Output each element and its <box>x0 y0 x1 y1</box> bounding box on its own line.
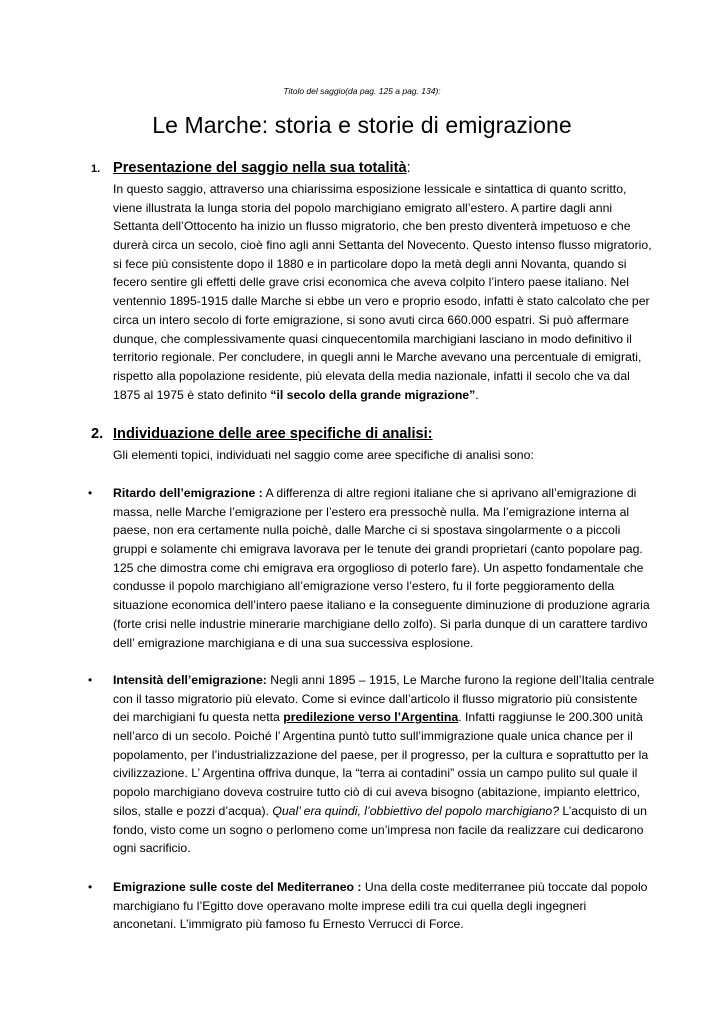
body-line: territorio regionale. Per concludere, in quegli anni le Marche avevano una percentuale di emigrati, <box>113 350 642 365</box>
body-line: paese, non era certamente nulla poichè, dalle Marche ci si spostava singolarmente o a piccoli <box>113 523 621 538</box>
bullet2-body <box>113 671 661 858</box>
body-line: rispetto alla popolazione residente, più elevata della media nazionale, infatti il secolo che va dal <box>113 368 630 383</box>
body-line-last <box>113 386 661 405</box>
body-line <box>113 802 661 821</box>
body-line: 125 che dimostra come chi emigrava era orgoglioso di poterlo fare). Un aspetto fondamentale che <box>113 560 644 575</box>
body-line: anconetani. L’immigrato più famoso fu Ernesto Verrucci di Force. <box>113 917 464 932</box>
bullet1-body <box>113 484 661 652</box>
body-line: durerà circa un secolo, cioè fino agli anni Settanta del Novecento. Questo intenso flusso migratorio, <box>113 238 652 253</box>
argentina-emphasis: predilezione verso l’Argentina <box>283 710 459 725</box>
bullet-dot: • <box>88 880 93 894</box>
body-line: con il tasso migratorio più elevato. Come si evince dall’articolo il flusso migratorio più consistente <box>113 691 638 706</box>
body-line: ogni sacrificio. <box>113 841 191 856</box>
body-line: civilizzazione. L’ Argentina offriva dunque, la “terra ai contadini” ossia un campo pulito sul quale il <box>113 766 638 781</box>
text-run: Una della coste mediterranee più toccate dal popolo <box>361 880 648 894</box>
text-run: . Infatti raggiunse le 200.300 unità <box>458 710 643 725</box>
body-line <box>113 878 661 897</box>
text-run: silos, stalle e pozzi d’acqua). <box>113 803 273 818</box>
text-run: 1875 al 1975 è stato definito <box>113 387 271 402</box>
body-line: (forte crisi nelle industrie minerarie marchigiane dello zolfo). Si parla dunque di un carattere tardivo <box>113 616 648 631</box>
body-line <box>113 671 661 690</box>
body-line: ventennio 1895-1915 dalle Marche si ebbe un vero e proprio esodo, infatti è stato calcolato che per <box>113 294 650 309</box>
text-run: Negli anni 1895 – 1915, Le Marche furono la regione dell’Italia centrale <box>266 673 655 687</box>
body-line: marchigiano fu l’Egitto dove operavano molte imprese edili tra cui quella degli ingegneri <box>113 898 587 913</box>
body-line: situazione economica dell’intero paese italiano e la conseguente diminuzione di produzione agraria <box>113 598 650 613</box>
body-line: dunque, che complessivamente quasi cinquecentomila marchigiani lasciano in modo definitivo il <box>113 331 632 346</box>
body-line: Gli elementi topici, individuati nel saggio come aree specifiche di analisi sono: <box>113 448 534 462</box>
text-run: dei marchigiani fu questa netta <box>113 710 284 725</box>
body-line: nell’arco di un secolo. Poiché l’ Argentina puntò tutto sull’immigrazione quale unica chance per il <box>113 729 633 744</box>
body-line: In questo saggio, attraverso una chiarissima esposizione lessicale e sintattica di quanto scritto, <box>113 182 627 196</box>
bullet3-body <box>113 878 661 934</box>
section1-colon: : <box>406 160 411 176</box>
body-line <box>113 708 661 727</box>
rhetorical-question: Qual’ era quindi, l’obbiettivo del popolo marchigiano? <box>272 803 560 818</box>
bullet2-lead: Intensità dell’emigrazione: <box>113 673 267 687</box>
body-line: si fece più consistente dopo il 1880 e in particolare dopo la metà degli anni Novanta, quando si <box>113 256 627 271</box>
body-line: gruppi e solamente chi emigrava lavorava per le tenute dei grandi proprietari (canto popolare pag. <box>113 542 643 557</box>
section1-heading <box>91 160 411 176</box>
body-line: Settanta dell’Ottocento ha inizio un flusso migratorio, che ben presto diventerà impetuoso e che <box>113 219 631 234</box>
section2-title: Individuazione delle aree specifiche di analisi: <box>113 426 433 442</box>
section1-title: Presentazione del saggio nella sua totalità <box>113 160 407 176</box>
body-line: condusse il popolo marchigiano all’emigrazione verso l’estero, fu il forte peggioramento della <box>113 579 615 594</box>
grand-migration-quote: “il secolo della grande migrazione” <box>270 387 476 402</box>
essay-page-reference: Titolo del saggio(da pag. 125 a pag. 134): <box>283 86 441 96</box>
text-run: L’acquisto di un <box>559 803 647 818</box>
section1-number: 1. <box>91 163 101 175</box>
text-run: A differenza di altre regioni italiane che si aprivano all’emigrazione di <box>262 486 637 500</box>
text-run: . <box>475 387 479 402</box>
body-line: popolo marchigiano doveva costruire tutto ciò di cui aveva bisogno (abitazione, impianto elettrico, <box>113 785 641 800</box>
body-line: circa un intero secolo di forte emigrazione, si sono avuti circa 660.000 espatri. Si può affermare <box>113 312 629 327</box>
bullet-dot: • <box>88 486 93 500</box>
body-line: fecero sentire gli effetti delle grave crisi economica che aveva colpito l’intero paese italiano. Nel <box>113 275 629 290</box>
body-line: dell’ emigrazione marchigiana e di una sua successiva esplosione. <box>113 635 474 650</box>
section2-number: 2. <box>91 426 104 442</box>
bullet1-lead: Ritardo dell’emigrazione : <box>113 486 263 500</box>
body-line: massa, nelle Marche l’emigrazione per l’estero era pressochè nulla. Ma l’emigrazione interna al <box>113 504 630 519</box>
section2-heading <box>91 426 433 442</box>
bullet-dot: • <box>88 673 93 687</box>
body-line: fondo, visto come un sogno o perlomeno come un’impresa non facile da realizzare cui dedicarono <box>113 822 644 837</box>
bullet3-lead: Emigrazione sulle coste del Mediterraneo : <box>113 880 362 894</box>
section1-body <box>113 180 661 404</box>
body-line: popolamento, per l’industrializzazione del paese, per il progresso, per la cultura e soprattutto per la <box>113 747 649 762</box>
document-title: Le Marche: storia e storie di emigrazione <box>152 112 572 138</box>
section2-intro <box>113 446 661 465</box>
body-line <box>113 484 661 503</box>
body-line: viene illustrata la lunga storia del popolo marchigiano emigrato all’estero. A partire dagli anni <box>113 200 613 215</box>
